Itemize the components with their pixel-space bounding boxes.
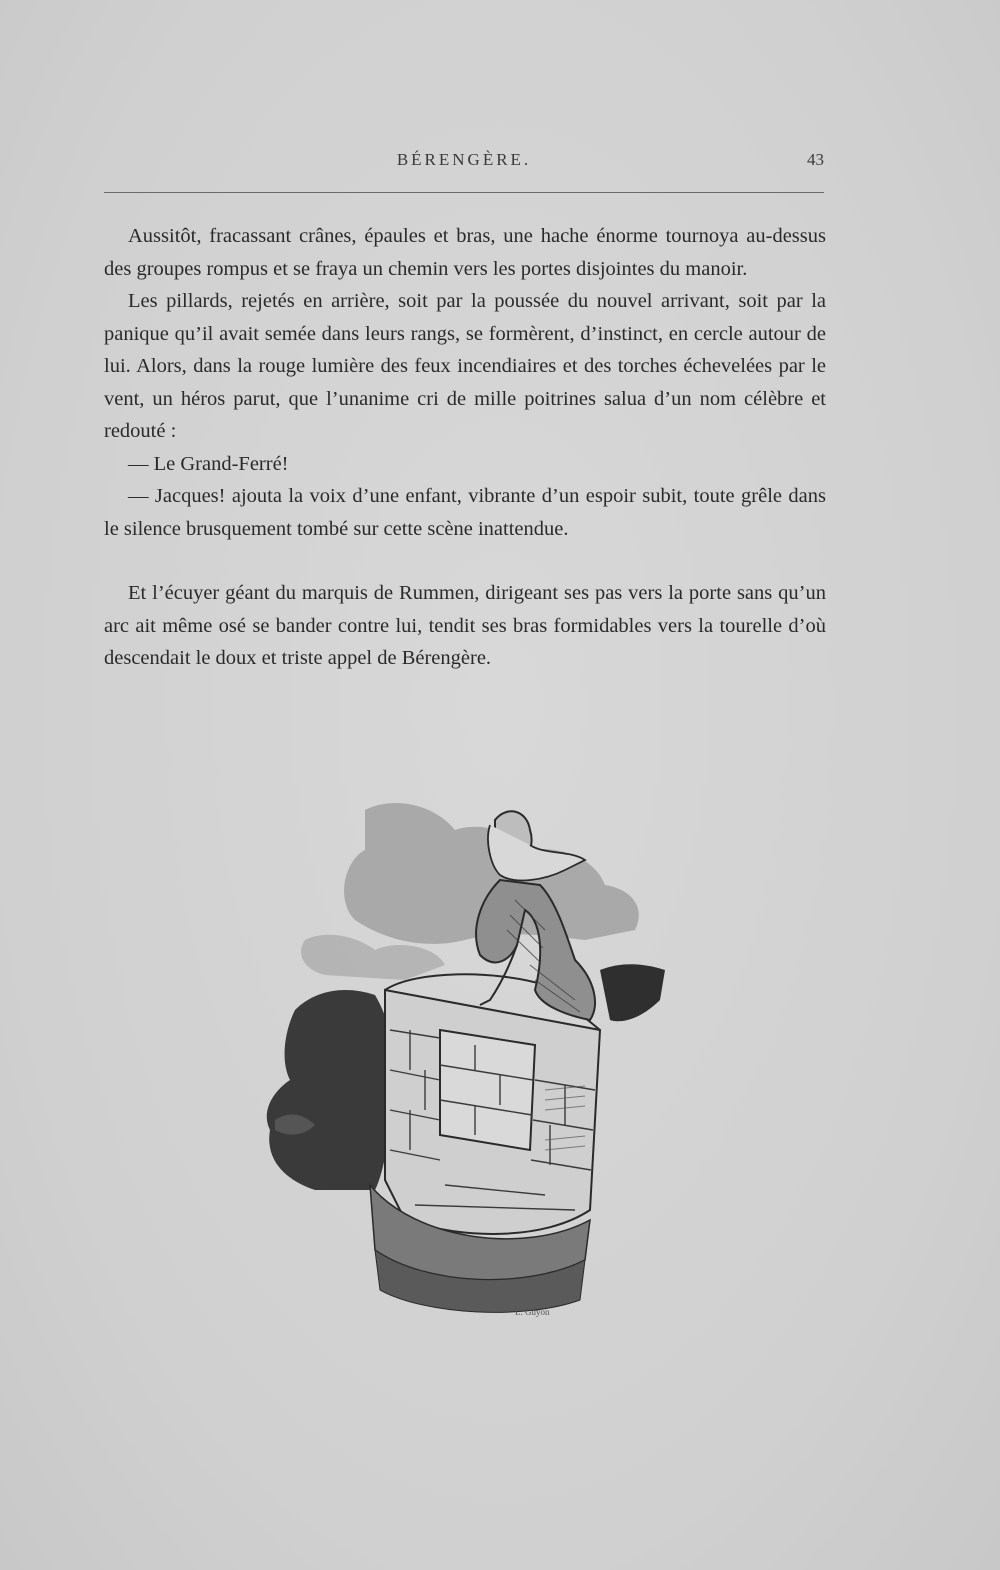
running-title: BÉRENGÈRE. (396, 150, 532, 169)
paragraph: Aussitôt, fracassant crânes, épaules et bras, une hache énorme tournoya au-dessus des groupes rompus et se fraya un chemin vers les portes disjointes du manoir. (104, 225, 826, 280)
running-head (104, 146, 824, 176)
body-text (104, 220, 826, 675)
paragraph: Et l’écuyer géant du marquis de Rummen, dirigeant ses pas vers la porte sans qu’un arc ait même osé se bander contre lui, tendit ses bras formidables vers la tourelle d’où descendait le doux et triste appel de Bérengère. (104, 582, 826, 669)
engraving-signature: L. Guyon (515, 1307, 550, 1317)
paragraph: Les pillards, rejetés en arrière, soit par la poussée du nouvel arrivant, soit par la panique qu’il avait semée dans leurs rangs, se formèrent, d’instinct, en cercle autour de lui. Alors, dans la rouge lumière des feux incendiaires et des torches échevelées par le vent, un héros parut, que l’unanime cri de mille poitrines salua d’un nom célèbre et redouté : (104, 290, 826, 442)
header-rule (104, 192, 824, 193)
engraving-illustration (245, 790, 695, 1320)
engraving-woman-on-tower-icon (245, 790, 695, 1320)
page-number: 43 (807, 150, 824, 169)
paragraph: — Jacques! ajouta la voix d’une enfant, vibrante d’un espoir subit, toute grêle dans le silence brusquement tombé sur cette scène inattendue. (104, 485, 826, 540)
paragraph: — Le Grand-Ferré! (128, 452, 289, 475)
